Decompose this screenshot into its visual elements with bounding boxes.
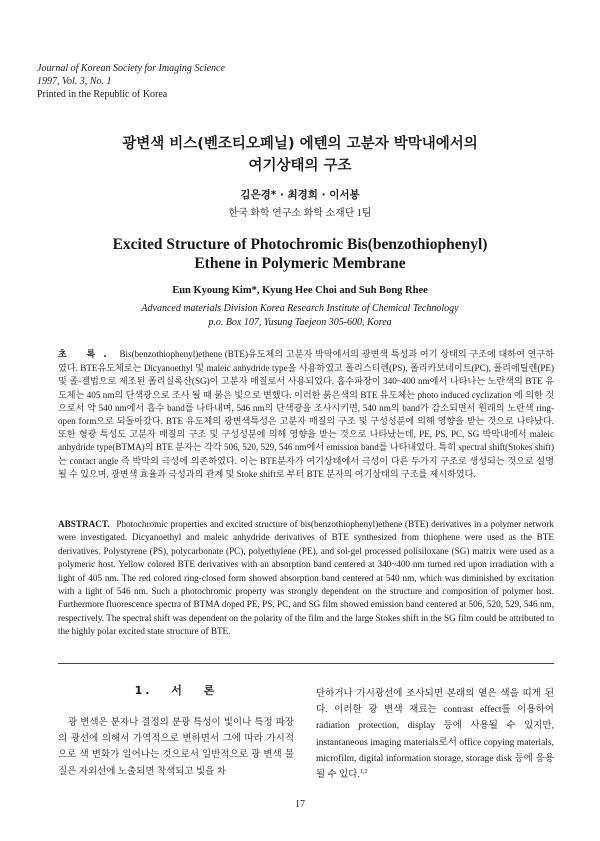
english-authors: Eun Kyoung Kim*, Kyung Hee Choi and Suh Bong Rhee — [172, 285, 428, 296]
body-right-text: 단하거나 가시광선에 조사되면 본래의 옅은 색을 띠게 된다. 이러한 광 변색 재료는 contrast effect를 이용하여 radiation protection, display 등에 사용될 수 있지만, instantaneous imaging materials로서 office copying materials, microfilm, digital information storage, storage disk 등에 응용될 수 있다. — [316, 689, 554, 781]
journal-info — [37, 62, 357, 101]
english-abstract — [58, 518, 554, 639]
korean-title — [60, 133, 540, 177]
korean-abstract-label: 초 록. — [58, 350, 115, 360]
korean-title-line2: 여기상태의 구조 — [248, 158, 352, 174]
section-divider — [58, 663, 554, 664]
journal-volume: 1997, Vol. 3, No. 1 — [37, 76, 112, 87]
english-affiliation-line2: p.o. Box 107, Yusung Taejeon 305-600, Korea — [208, 317, 392, 328]
reference-marker: 1,2 — [359, 768, 368, 775]
english-title-line2: Ethene in Polymeric Membrane — [194, 255, 406, 272]
body-column-right — [316, 686, 554, 783]
korean-title-line1: 광변색 비스(벤조티오페닐) 에텐의 고분자 박막내에서의 — [122, 136, 478, 152]
korean-affiliation: 한국 화학 연구소 화학 소재단 1팀 — [228, 208, 372, 219]
korean-authors: 김은경* · 최경희 · 이서봉 — [240, 189, 360, 201]
page-number: 17 — [295, 799, 305, 810]
english-title — [40, 235, 560, 273]
english-abstract-label: ABSTRACT. — [58, 519, 110, 529]
english-title-line1: Excited Structure of Photochromic Bis(benzothiophenyl) — [112, 236, 488, 253]
korean-abstract-text: Bis(benzothiophenyl)ethene (BTE)유도체의 고분자 박막에서의 광변색 특성과 여기 상태의 구조에 대하여 연구하였다. BTE유도체로는 Dicyanoethyl 및 maleic anhydride type을 사용하였고 폴리스티렌(PS), 폴리카보네이트(PC), 폴리에틸렌(PE) 및 졸-겔법으로 제조된 폴리실록산(SG)이 고분자 매질로서 사용되었다. 흡수파장이 340~400 nm에서 나타나는 노란색의 BTE 유도체는 405 nm의 단색광으로 조사 될 때 붉은 빛으로 변했다. 이러한 붉은색의 BTE 유도체는 photo induced cyclization 에 의한 것으로서 약 540 nm에서 흡수 band를 나타내며, 546 nm의 단색광을 조사시키면, 540 nm의 band가 감소되면서 원래의 노란색 ring-open form으로 되돌아갔다. BTE 유도체의 광변색특성은 고분자 매질의 구조 및 구성성분에 의해 영향을 받는 것으로 나타났다. 또한 형광 특성도 고분자 매질의 구조 및 구성성분에 의해 영향을 받는 것으로 나타났는데, PE, PS, PC, SG 박막내에서 maleic anhydride type(BTMA)의 BTE 분자는 각각 506, 520, 529, 546 nm에서 emission band를 나타내었다. 특히 spectral shift(Stokes shift)는 contact angle 즉 박막의 극성에 의존하였다. 이는 BTE분자가 여기상태에서 극성이 다른 두가지 구조로 생성되는 것으로 설명될 수 있으며, 광변색 효율과 극성과의 관계 및 Stoke shift로 부터 BTE 분자의 여기상태의 구조를 제시하였다. — [58, 349, 554, 479]
section-heading: 1. 서 론 — [134, 684, 218, 697]
english-affiliation-line1: Advanced materials Division Korea Research Institute of Chemical Technology — [141, 303, 459, 314]
journal-printed: Printed in the Republic of Korea — [37, 89, 168, 100]
english-affiliation — [40, 302, 560, 330]
korean-abstract — [58, 348, 554, 481]
journal-name: Journal of Korean Society for Imaging Science — [37, 63, 225, 74]
body-column-left: 광 변색은 분자나 결정의 분광 특성이 빛이나 특정 파장의 광선에 의해서 가역적으로 변하면서 그에 따라 가시적으로 색 변화가 일어나는 것으로서 일반적으로 광 변색 물질은 자외선에 노출되면 착색되고 빛을 차 — [58, 718, 294, 777]
english-abstract-text: Photochromic properties and excited structure of bis(benzothiophenyl)ethene (BTE) derivatives in a polymer network were investigated. Dicyanoethyl and maleic anhydride derivatives of BTE synthesized from thiophene were used as the BTE derivatives. Polystyrene (PS), polycarbonate (PC), polyethylene (PE), and sol-gel processed polisiloxane (SG) matrix were used as a polymeric host. Yellow colored BTE derivatives with an absorption band centered at 340~400 nm turned red upon irradiation with a light of 405 nm. The red colored ring-closed form showed absorption band centered at 540 nm, which was diminished by excitation with a light of 546 nm. Such a photochromic property was strongly dependent on the structure and composition of polymer host. Furthermore fluorescence spectra of BTMA doped PE, PS, PC, and SG film showed emission band centered at 506, 520, 529, 546 nm, respectively. The spectral shift was dependent on the polarity of the film and the large Stokes shift in the SG film could be attributed to the highly polar excited state structure of BTE. — [58, 519, 554, 637]
